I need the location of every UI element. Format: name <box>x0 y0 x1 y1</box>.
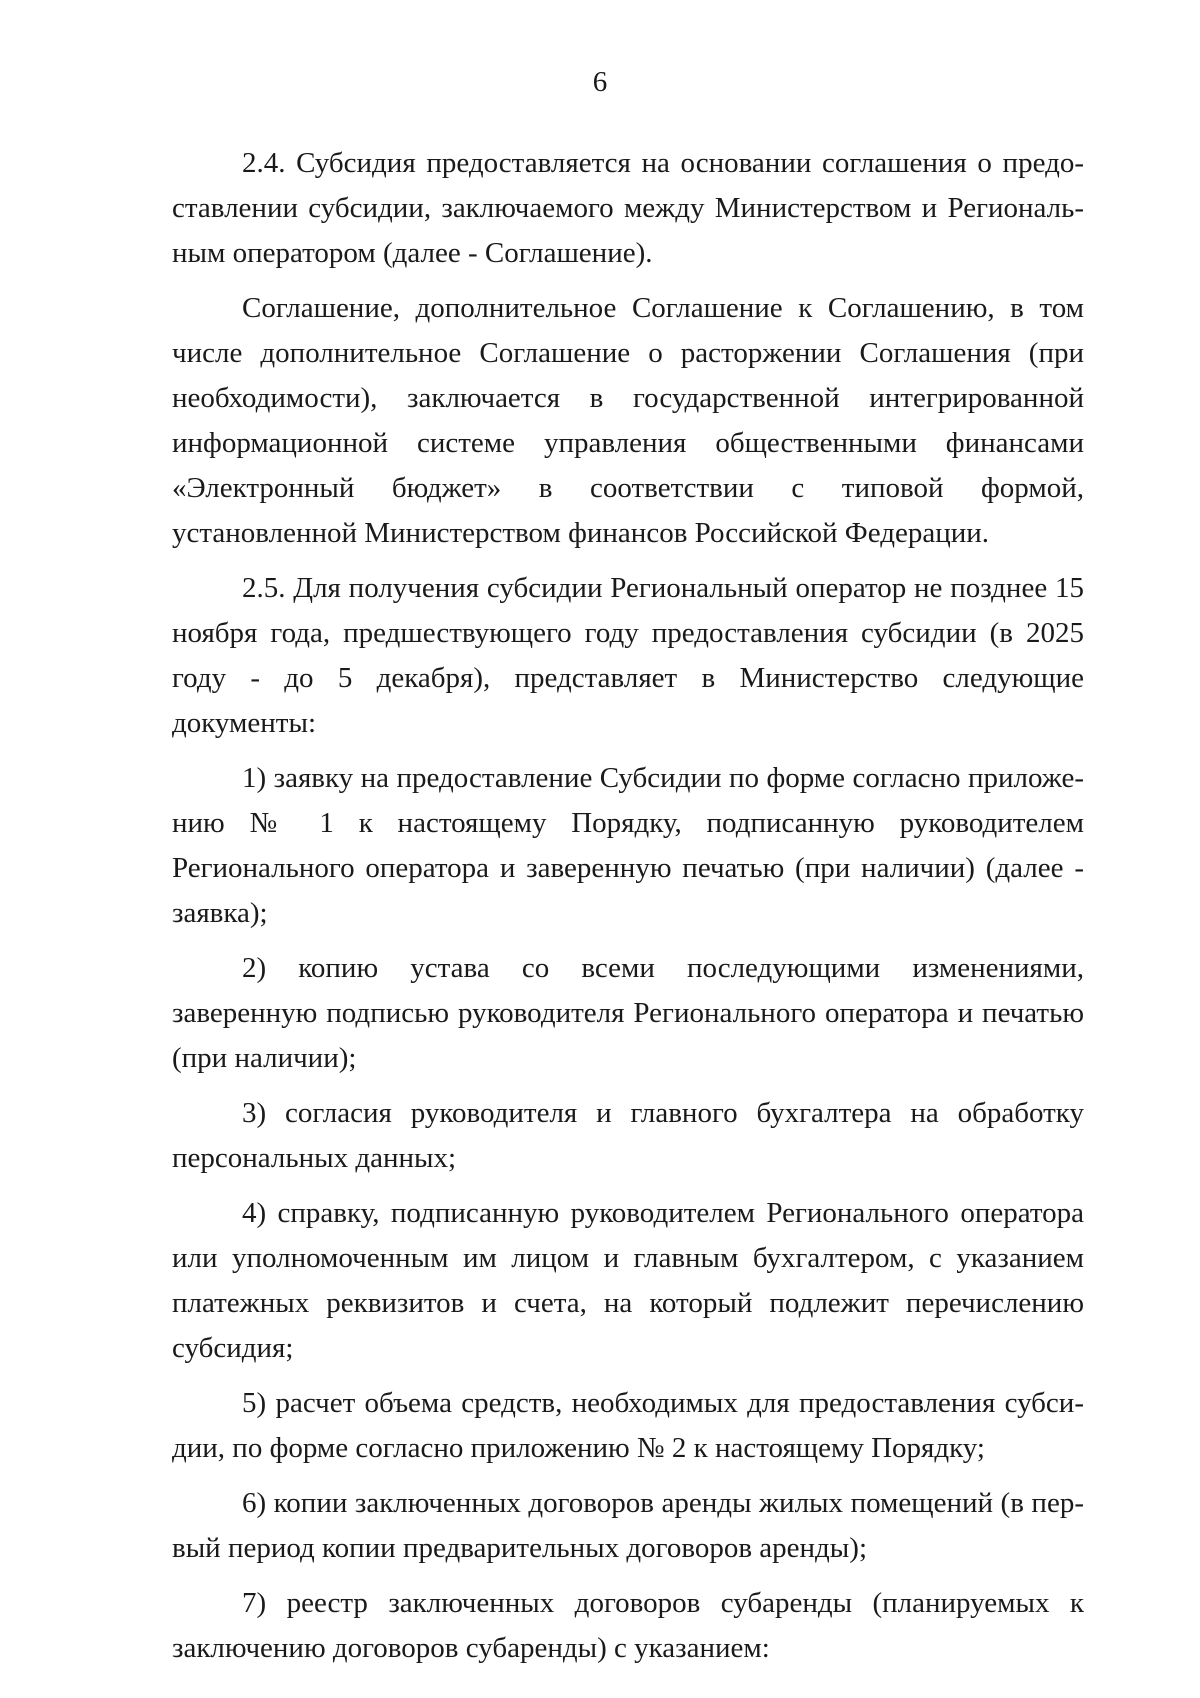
paragraph-2-4: 2.4. Субсидия предоставляется на основании соглашения о предоставлении субсидии, заключаемого между Министерством и Региональным оператором (далее - Соглашение). <box>172 147 1084 269</box>
list-item-2: 2) копию устава со всеми последующими изменениями, заверенную подписью руководителя Регионального оператора и печатью (при наличии); <box>172 952 1084 1074</box>
page-number: 6 <box>592 66 608 98</box>
list-item-1: 1) заявку на предоставление Субсидии по форме согласно приложению № 1 к настоящему Порядку, подписанную руководителем Регионального оператора и заверенную печатью (при наличии) (далее - заявка); <box>172 762 1084 929</box>
list-item-7: 7) реестр заключенных договоров субаренды (планируемых к заключению договоров субаренды) с указанием: <box>172 1587 1084 1664</box>
list-item-3: 3) согласия руководителя и главного бухгалтера на обработку персональных данных; <box>172 1097 1084 1174</box>
paragraph-agreement: Соглашение, дополнительное Соглашение к Соглашению, в том числе дополнительное Соглашение о расторжении Соглашения (при необходимости), заключается в государственной интегрированной информационной системе управления общественными финансами «Электронный бюджет» в соответствии с типовой формой, установленной Министерством финансов Российской Федерации. <box>172 292 1084 549</box>
list-item-6: 6) копии заключенных договоров аренды жилых помещений (в первый период копии предварительных договоров аренды); <box>172 1487 1084 1564</box>
document-body <box>172 141 1084 1681</box>
list-item-4: 4) справку, подписанную руководителем Регионального оператора или уполномоченным им лицом и главным бухгалтером, с указанием платежных реквизитов и счета, на который подлежит перечислению субсидия; <box>172 1197 1084 1364</box>
list-item-5: 5) расчет объема средств, необходимых для предоставления субсидии, по форме согласно приложению № 2 к настоящему Порядку; <box>172 1387 1084 1464</box>
paragraph-2-5: 2.5. Для получения субсидии Региональный оператор не позднее 15 ноября года, предшествующего году предоставления субсидии (в 2025 году - до 5 декабря), представляет в Министерство следующие документы: <box>172 572 1084 739</box>
